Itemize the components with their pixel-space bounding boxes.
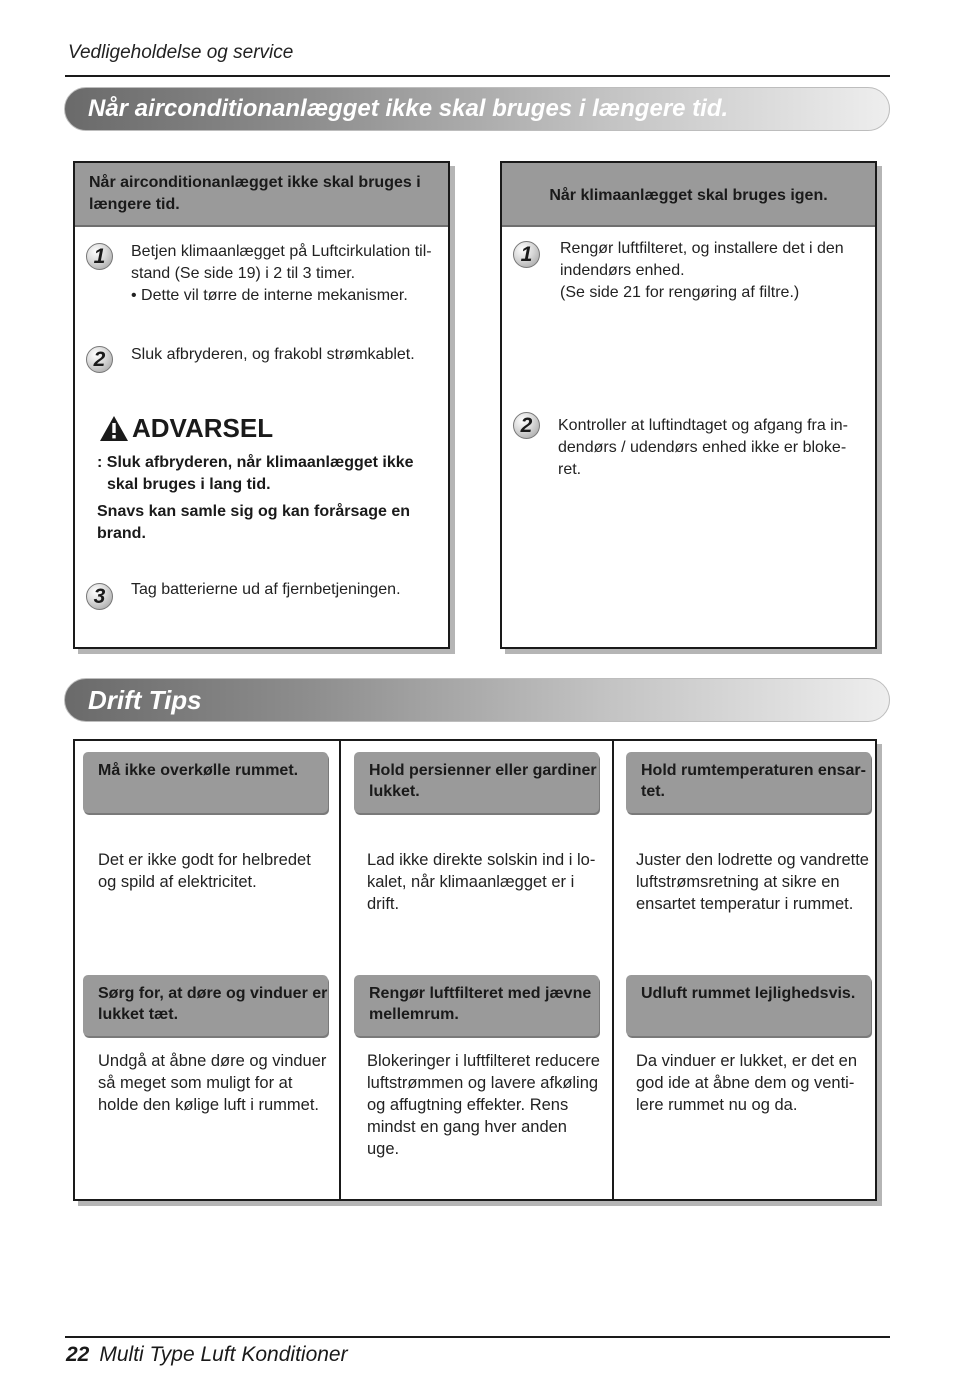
step-number-1: 1 bbox=[86, 243, 113, 270]
footer-rule bbox=[65, 1336, 890, 1338]
section-banner-storage bbox=[64, 87, 890, 131]
warning-heading bbox=[99, 413, 273, 444]
warning-title: ADVARSEL bbox=[132, 413, 274, 443]
step-1-text: Betjen klimaanlægget på Luftcirkulation til-stand (Se side 19) i 2 til 3 timer. bbox=[131, 243, 432, 282]
step-number-3: 3 bbox=[86, 583, 113, 610]
section-banner-tips bbox=[64, 678, 890, 722]
banner-title: Drift Tips bbox=[88, 685, 202, 715]
tip-title: Sørg for, at døre og vinduer er lukket tæt. bbox=[83, 975, 328, 1036]
tip-body: Det er ikke godt for helbredet og spild af elektricitet. bbox=[98, 851, 311, 891]
footer bbox=[66, 1343, 348, 1367]
panel-title: Når airconditionanlægget ikke skal bruges i længere tid. bbox=[75, 163, 448, 227]
step-1 bbox=[560, 238, 865, 304]
warning-line-1: : Sluk afbryderen, når klimaanlægget ikke skal bruges i lang tid. bbox=[97, 454, 414, 493]
panel-title: Når klimaanlægget skal bruges igen. bbox=[502, 163, 875, 227]
column-divider bbox=[339, 741, 341, 1199]
step-2-text: Kontroller at luftindtaget og afgang fra in-dendørs / udendørs enhed ikke er bloke-ret. bbox=[558, 417, 848, 478]
step-1-bullet: • Dette vil tørre de interne mekanismer. bbox=[131, 287, 408, 304]
section-header: Vedligeholdelse og service bbox=[68, 42, 294, 63]
step-1-note: (Se side 21 for rengøring af filtre.) bbox=[560, 284, 800, 301]
warning-line-2: Snavs kan samle sig og kan forårsage en brand. bbox=[97, 503, 411, 542]
tip-title: Hold persienner eller gardiner lukket. bbox=[354, 752, 599, 813]
tip-title: Må ikke overkølle rummet. bbox=[83, 752, 328, 813]
column-divider bbox=[612, 741, 614, 1199]
tips-table bbox=[73, 739, 877, 1201]
footer-title: Multi Type Luft Konditioner bbox=[99, 1343, 348, 1366]
step-number-1: 1 bbox=[513, 241, 540, 268]
tip-body: Juster den lodrette og vandrette luftstrømsretning at sikre en ensartet temperatur i rummet. bbox=[636, 851, 869, 913]
tip-body: Lad ikke direkte solskin ind i lo-kalet, når klimaanlægget er i drift. bbox=[367, 851, 596, 913]
tip-body: Blokeringer i luftfilteret reducere luftstrømmen og lavere afkøling og affugtning effekter. Rens mindst en gang hver anden uge. bbox=[367, 1052, 600, 1158]
restart-panel bbox=[500, 161, 877, 649]
step-1 bbox=[131, 241, 441, 307]
step-1-text: Rengør luftfilteret, og installere det i den indendørs enhed. bbox=[560, 240, 844, 279]
banner-title: Når airconditionanlægget ikke skal bruges i længere tid. bbox=[88, 95, 729, 122]
page-number: 22 bbox=[66, 1343, 90, 1366]
header-rule bbox=[65, 75, 890, 77]
tip-title: Hold rumtemperaturen ensar-tet. bbox=[626, 752, 871, 813]
storage-panel bbox=[73, 161, 450, 649]
tip-title: Udluft rummet lejlighedsvis. bbox=[626, 975, 871, 1036]
step-number-2: 2 bbox=[86, 346, 113, 373]
tip-body: Undgå at åbne døre og vinduer så meget som muligt for at holde den kølige luft i rummet. bbox=[98, 1052, 327, 1114]
warning-triangle-icon bbox=[99, 415, 129, 442]
step-number-2: 2 bbox=[513, 412, 540, 439]
tip-body: Da vinduer er lukket, er det en god ide at åbne dem og venti-lere rummet nu og da. bbox=[636, 1052, 858, 1114]
tip-title: Rengør luftfilteret med jævne mellemrum. bbox=[354, 975, 599, 1036]
step-3-text: Tag batterierne ud af fjernbetjeningen. bbox=[131, 581, 401, 598]
step-2-text: Sluk afbryderen, og frakobl strømkablet. bbox=[131, 346, 415, 363]
